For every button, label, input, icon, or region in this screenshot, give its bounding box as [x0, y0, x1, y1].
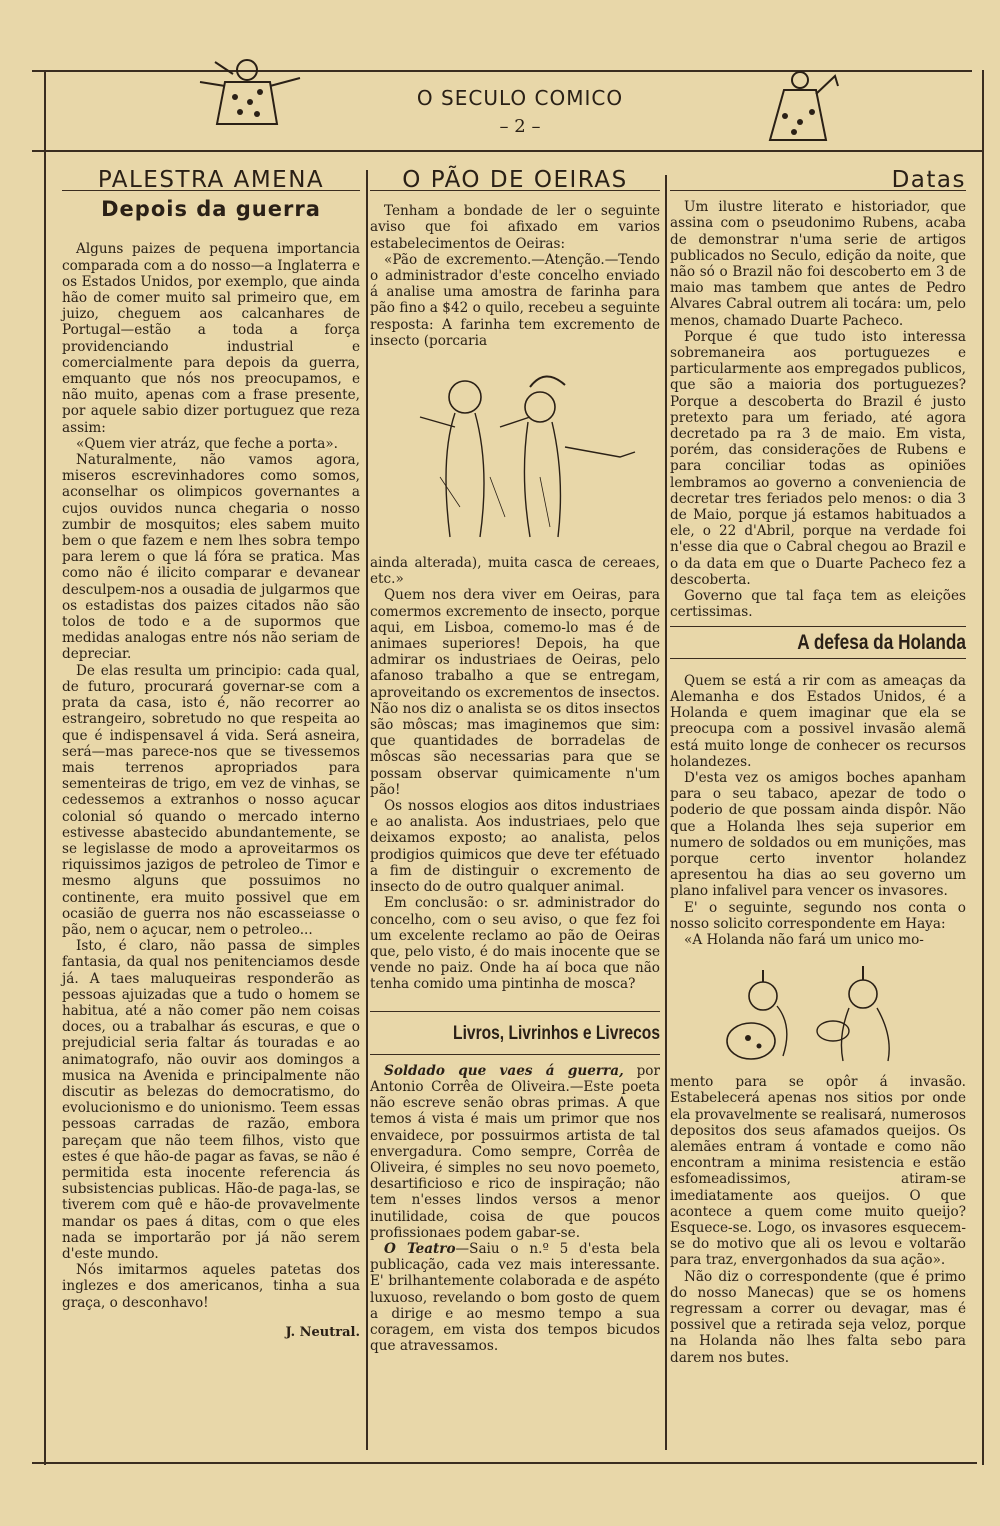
section-title-livros: Livros, Livrinhos e Livrecos	[453, 1022, 660, 1044]
section-divider	[370, 1054, 660, 1055]
newspaper-title: O SECULO COMICO	[416, 86, 624, 110]
paragraph: De elas resulta um principio: cada qual, de futuro, procurará governar-se com a prata da casa, isto é, não recorrer ao estrangeiro, sobretudo no que respeita ao que é indispensavel á vida. Será asneira, será—mas parece-nos que se tivessemos mais terrenos apropriados para sementeiras de trigo, em vez de vinhas, se cedessemos a extranhos o nosso açucar colonial só quando o mercado interno estivesse abastecido abundantemente, se se legislasse de modo a aproveitarmos os riquissimos jazigos de petroleo de Timor e mesmo alguns que possuimos no continente, era muito possivel que em ocasião de guerra nos não escasseiasse o pão, nem o açucar, nem o petroleo...	[62, 662, 360, 938]
paragraph: Os nossos elogios aos ditos industriaes e ao analista. Aos industriaes, pelo que deixamos exposto; ao analista, pelos prodigios quimicos que deve ter efétuado a fim de distinguir o excremento de insecto do de outro qualquer animal.	[370, 798, 660, 896]
section-title-palestra: PALESTRA AMENA	[62, 172, 360, 191]
section-divider	[370, 1011, 660, 1012]
section-divider	[670, 658, 966, 659]
article-title-depois-da-guerra: Depois da guerra	[101, 197, 321, 222]
column-palestra-amena	[62, 167, 360, 1341]
paragraph: Um ilustre literato e historiador, que assina com o pseudonimo Rubens, acaba de demonstrar n'uma serie de artigos publicados no Seculo, edição da noite, que não só o Brazil não foi descoberto em 3 de maio mas tambem que antes de Pedro Alvares Cabral outrem ali tocára: um, pelo menos, chamado Duarte Pacheco.	[670, 199, 966, 329]
article-title-defesa-holanda: A defesa da Holanda	[797, 631, 966, 655]
paragraph: Governo que tal faça tem as eleições certissimas.	[670, 588, 966, 621]
section-divider	[670, 626, 966, 627]
footer-rule	[32, 1462, 977, 1464]
left-border	[44, 70, 46, 1465]
column-datas	[670, 167, 966, 1366]
right-border	[982, 70, 984, 1465]
paragraph: «Quem vier atráz, que feche a porta».	[76, 435, 338, 452]
paragraph: Em conclusão: o sr. administrador do concelho, com o seu aviso, o que fez foi um excelente reclamo ao pão de Oeiras que, pelo visto, é do mais inocente que se vende no paiz. Onde ha aí boca que não tenha comido uma pintinha de mosca?	[370, 895, 660, 993]
paragraph: Quem nos dera viver em Oeiras, para comermos excremento de insecto, porque aqui, em Lisboa, comemo-lo mas é de animaes superiores! Depois, ha que admirar os industriaes de Oeiras, pelo afanoso trabalho a que se entregam, aproveitando os excrementos de insectos. Não nos diz o analista se os ditos insectos são môscas; mas imaginemos que sim: que quantidades de borradelas de môscas são necessarias para que se possam observar quimicamente n'um pão!	[370, 587, 660, 798]
column-pao-de-oeiras	[370, 167, 660, 1355]
column-divider-2	[665, 175, 667, 1450]
paragraph: «Pão de excremento.—Atenção.—Tendo o administrador d'este concelho enviado á analise uma amostra de farinha para pão fino a $42 o quilo, recebeu a seguinte resposta: A farinha tem excremento de insecto (porcaria	[370, 251, 660, 349]
paragraph: Quem se está a rir com as ameaças da Alemanha e dos Estados Unidos, é a Holanda e quem imaginar que ela se preocupa com a possivel invasão alemã está muito longe de conhecer os recursos holandezes.	[670, 672, 966, 770]
page-number: – 2 –	[499, 116, 541, 137]
header-bottom-rule	[32, 150, 982, 152]
paragraph: E' o seguinte, segundo nos conta o nosso solicito correspondente em Haya:	[670, 899, 966, 932]
paragraph: Tenham a bondade de ler o seguinte aviso que foi afixado em varios estabelecimentos de Oeiras:	[370, 203, 660, 252]
section-title-pao-oeiras: O PÃO DE OEIRAS	[370, 172, 660, 191]
paragraph: «A Holanda não fará um unico mo-	[684, 931, 924, 948]
cartoon-illustration	[380, 357, 650, 547]
book-review	[370, 1063, 660, 1241]
paragraph: Nós imitarmos aqueles patetas dos inglezes e dos americanos, tinha a sua graça, o desconhavo!	[62, 1262, 360, 1311]
paragraph: ainda alterada), muita casca de cereaes, etc.»	[370, 555, 660, 588]
paragraph: Porque é que tudo isto interessa sobremaneira aos portuguezes e particularmente aos empregados publicos, que são a maioria dos portuguezes? Porque a descoberta do Brazil é justo pretexto para um feriado, até agora decretado pa ra 3 de maio. Em vista, porém, das considerações de Rubens e para conciliar todas as opiniões lembramos ao governo a conveniencia de decretar tres feriados pelo menos: o dia 3 de Maio, porque já estamos habituados a ele, o 22 d'Abril, porque na verdade foi n'esse dia que o Cabral chegou ao Brazil e o da data em que o Duarte Pacheco fez a descoberta.	[670, 328, 966, 588]
column-divider-1	[366, 170, 368, 1450]
section-title-datas: Datas	[670, 172, 966, 191]
paragraph: Naturalmente, não vamos agora, miseros escrevinhadores como somos, aconselhar os olimpicos governantes a cujos ouvidos nunca chegaria o nosso zumbir de mosquitos; eles sabem muito bem o que fazem e nem lhes sobra tempo para lerem o que lá fóra se pratica. Mas como não é ilicito comparar e devanear desculpem-nos a ousadia de julgarmos que os estadistas dos paizes citados não são tolos de todo e a de supormos que medidas analogas entre nós não seriam de depreciar.	[62, 452, 360, 663]
soldiers-eating-cheese-illustration	[703, 956, 933, 1066]
paragraph: D'esta vez os amigos boches apanham para o seu tabaco, apezar de todo o poderio de que possam ainda dispôr. Não que a Holanda lhes seja superior em numero de soldados ou em munições, mas porque certo inventor holandez apresentou ha dias ao seu governo um plano infalivel para vencer os invasores.	[670, 769, 966, 900]
doll-right-icon	[760, 66, 840, 146]
doll-left-icon	[195, 52, 305, 132]
book-title: Soldado que vaes á guerra,	[384, 1062, 624, 1079]
signature: J. Neutral.	[285, 1324, 360, 1340]
magazine-review	[370, 1241, 660, 1354]
magazine-title: O Teatro	[384, 1240, 456, 1257]
book-review-text: por Antonio Corrêa de Oliveira.—Este poeta não escreve senão obras primas. A que temos á vista é mais um primor que nos envaidece, por possuirmos artista de tal envergadura. Como sempre, Corrêa de Oliveira, é simples no seu novo poemeto, desartificioso e rico de inspiração; não tem n'esses lindos versos a menor inutilidade, coisa de que poucos profissionaes podem gabar-se.	[370, 1062, 660, 1241]
magazine-review-text: —Saiu o n.º 5 d'esta bela publicação, cada vez mais interessante. E' brilhantemente colaborada e de aspéto luxuoso, revelando o bom gosto de quem a dirige e ao mesmo tempo a sua coragem, em vista dos tempos bicudos que atravessamos.	[370, 1240, 660, 1355]
paragraph: mento para se opôr á invasão. Estabelecerá apenas nos sitios por onde ela provavelmente se realisará, numerosos depositos dos seus afamados queijos. Os alemães entram á vontade e como não encontram a minima resistencia e estão esfomeadissimos, atiram-se imediatamente aos queijos. O que acontece a quem come muito queijo? Esquece-se. Logo, os invasores esquecem-se do motivo que ali os levou e voltarão para traz, envergonhados da sua ação».	[670, 1074, 966, 1269]
paragraph: Isto, é claro, não passa de simples fantasia, da qual nos penitenciamos desde já. A taes maluqueiras responderão as pessoas ajuizadas que a tudo o homem se habitua, até a não comer pão nem coisas doces, ou a trabalhar ás escuras, e que o prejudicial seria faltar ás touradas e ao animatografo, não ouvir aos domingos a musica na Avenida e principalmente não discutir as belezas do democratismo, do evolucionismo e do unionismo. Teem essas pessoas carradas de razão, embora pareçam que não teem filhos, visto que estes é que hão-de pagar as favas, se não é permitida esta inocente referencia ás subsistencias publicas. Hão-de paga-las, se tiverem com quê e hão-de provavelmente mandar os paes á ditas, com o que eles nada se importarão por já não serem d'este mundo.	[62, 938, 360, 1262]
paragraph: Alguns paizes de pequena importancia comparada com a do nosso—a Inglaterra e os Estados Unidos, por exemplo, que ainda hão de comer muito sal primeiro que, em juizo, cheguem aos calcanhares de Portugal—estão a toda a força providenciando industrial e comercialmente para depois da guerra, emquanto que nós nos preocupamos, e não muito, apenas com a frase presente, por aquele sabio dizer portuguez que reza assim:	[62, 241, 360, 436]
paragraph: Não diz o correspondente (que é primo do nosso Manecas) que se os homens regressam a correr ou devagar, mas é possivel que a retirada seja veloz, porque na Holanda não lhes falta sebo para darem nos butes.	[670, 1268, 966, 1366]
